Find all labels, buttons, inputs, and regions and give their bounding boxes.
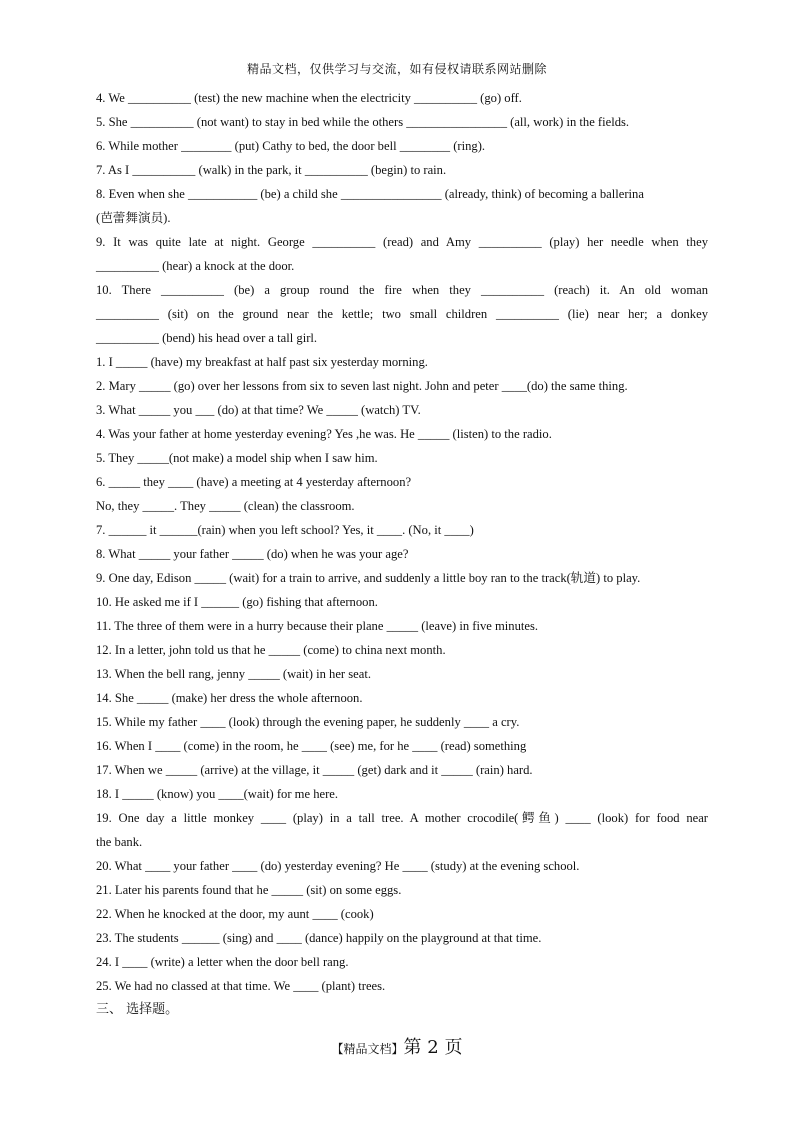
exercise-line: 23. The students ______ (sing) and ____ (dance) happily on the playground at that time. — [96, 931, 542, 945]
exercise-part-2 — [96, 350, 708, 998]
exercise-line: 25. We had no classed at that time. We ____ (plant) trees. — [96, 979, 386, 993]
exercise-line: 5. They _____(not make) a model ship when I saw him. — [96, 451, 378, 465]
document-header: 精品文档，仅供学习与交流，如有侵权请联系网站删除 — [246, 62, 547, 76]
exercise-line: 6. _____ they ____ (have) a meeting at 4 yesterday afternoon? — [96, 475, 412, 489]
exercise-line: __________ (hear) a knock at the door. — [96, 259, 295, 273]
exercise-line: 11. The three of them were in a hurry because their plane _____ (leave) in five minutes. — [96, 619, 539, 633]
exercise-line: 8. What _____ your father _____ (do) when he was your age? — [96, 547, 409, 561]
exercise-part-1 — [96, 86, 708, 350]
section-heading: 三、 选择题。 — [96, 1002, 179, 1017]
exercise-line: 2. Mary _____ (go) over her lessons from six to seven last night. John and peter ____(do) the same thing. — [96, 379, 628, 393]
exercise-line: the bank. — [96, 835, 143, 849]
exercise-line: 12. In a letter, john told us that he _____ (come) to china next month. — [96, 643, 446, 657]
exercise-line: 13. When the bell rang, jenny _____ (wait) in her seat. — [96, 667, 372, 681]
exercise-line: 10. There __________ (be) a group round the fire when they __________ (reach) it. An old woman — [96, 283, 708, 297]
exercise-line: 17. When we _____ (arrive) at the village, it _____ (get) dark and it _____ (rain) hard. — [96, 763, 533, 777]
exercise-line: 10. He asked me if I ______ (go) fishing that afternoon. — [96, 595, 378, 609]
exercise-line: No, they _____. They _____ (clean) the classroom. — [96, 499, 355, 513]
exercise-line: 22. When he knocked at the door, my aunt ____ (cook) — [96, 907, 374, 921]
exercise-line: __________ (bend) his head over a tall girl. — [96, 331, 318, 345]
exercise-line: 24. I ____ (write) a letter when the door bell rang. — [96, 955, 349, 969]
exercise-line: 6. While mother ________ (put) Cathy to bed, the door bell ________ (ring). — [96, 139, 486, 153]
exercise-line: 7. As I __________ (walk) in the park, it __________ (begin) to rain. — [96, 163, 447, 177]
exercise-line: (芭蕾舞演员). — [96, 211, 171, 225]
document-body — [96, 86, 708, 1022]
exercise-line: 1. I _____ (have) my breakfast at half past six yesterday morning. — [96, 355, 428, 369]
page-footer — [0, 1033, 794, 1059]
page-number: 第 2 页 — [403, 1037, 463, 1058]
exercise-line: 9. One day, Edison _____ (wait) for a train to arrive, and suddenly a little boy ran to the track(轨道) to play. — [96, 571, 641, 585]
exercise-line: __________ (sit) on the ground near the kettle; two small children __________ (lie) near her; a donkey — [96, 307, 708, 321]
exercise-line: 7. ______ it ______(rain) when you left school? Yes, it ____. (No, it ____) — [96, 523, 474, 537]
exercise-line: 3. What _____ you ___ (do) at that time? We _____ (watch) TV. — [96, 403, 421, 417]
exercise-line: 4. Was your father at home yesterday evening? Yes ,he was. He _____ (listen) to the radio. — [96, 427, 552, 441]
exercise-line: 20. What ____ your father ____ (do) yesterday evening? He ____ (study) at the evening school. — [96, 859, 580, 873]
exercise-line: 15. While my father ____ (look) through the evening paper, he suddenly ____ a cry. — [96, 715, 520, 729]
footer-tag: 【精品文档】 — [331, 1042, 404, 1056]
exercise-line: 9. It was quite late at night. George __________ (read) and Amy __________ (play) her needle when they — [96, 235, 708, 249]
exercise-line: 4. We __________ (test) the new machine when the electricity __________ (go) off. — [96, 91, 522, 105]
exercise-line: 14. She _____ (make) her dress the whole afternoon. — [96, 691, 363, 705]
exercise-line: 18. I _____ (know) you ____(wait) for me here. — [96, 787, 339, 801]
exercise-line: 5. She __________ (not want) to stay in bed while the others ________________ (all, work) in the fields. — [96, 115, 630, 129]
exercise-line: 21. Later his parents found that he _____ (sit) on some eggs. — [96, 883, 402, 897]
exercise-line: 8. Even when she ___________ (be) a child she ________________ (already, think) of becoming a ballerina — [96, 187, 644, 201]
exercise-line: 19. One day a little monkey ____ (play) in a tall tree. A mother crocodile(鳄鱼) ____ (look) for food near — [96, 811, 708, 825]
exercise-line: 16. When I ____ (come) in the room, he ____ (see) me, for he ____ (read) something — [96, 739, 527, 753]
